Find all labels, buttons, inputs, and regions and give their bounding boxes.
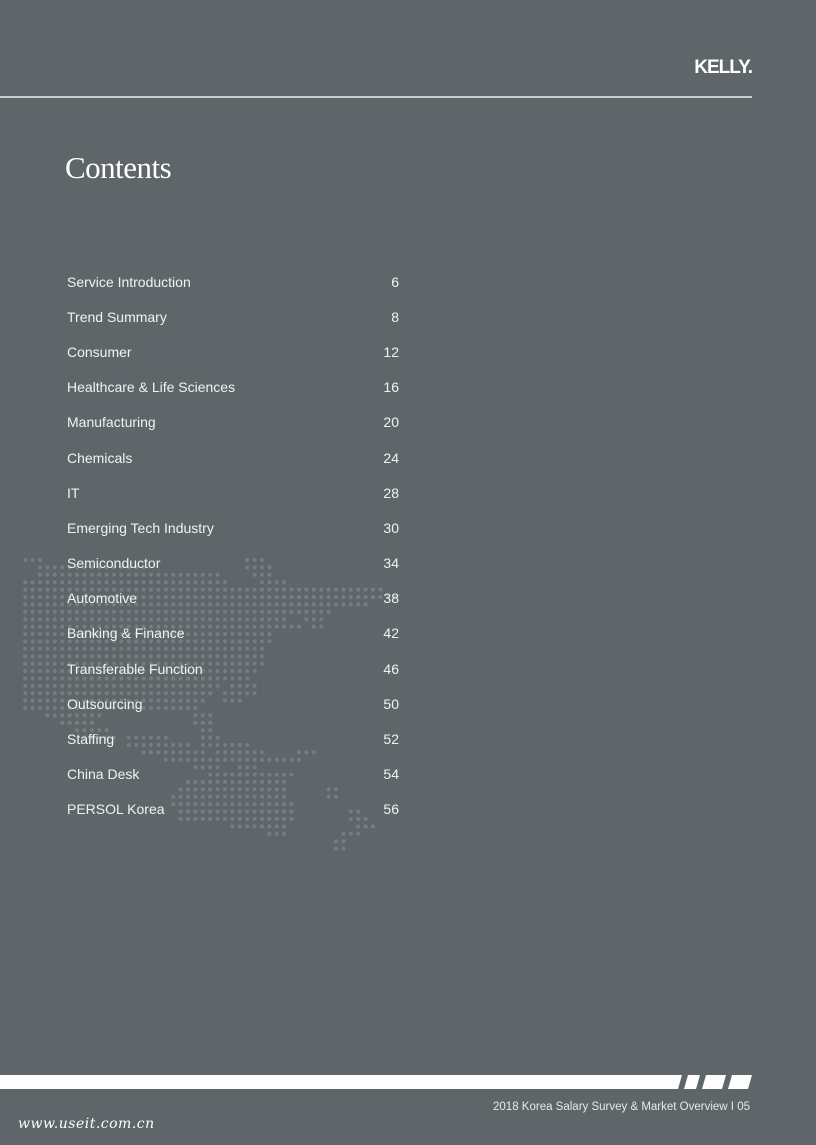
toc-entry-page: 6	[391, 273, 399, 290]
top-divider	[0, 96, 752, 98]
toc-entry-label: Trend Summary	[67, 308, 167, 325]
toc-entry-page: 34	[383, 555, 399, 572]
toc-entry[interactable]	[67, 334, 399, 369]
footer-title: 2018 Korea Salary Survey & Market Overview	[493, 1101, 728, 1113]
toc-entry-label: Consumer	[67, 343, 132, 360]
toc-entry[interactable]	[67, 651, 399, 686]
toc-entry-page: 20	[383, 414, 399, 431]
toc-entry-page: 38	[383, 590, 399, 607]
toc-entry[interactable]	[67, 792, 399, 827]
toc-entry-page: 54	[383, 766, 399, 783]
toc-entry-label: Banking & Finance	[67, 625, 185, 642]
kelly-logo: KELLY.	[694, 57, 752, 78]
footer-page-number: 05	[737, 1101, 750, 1113]
toc-entry-page: 42	[383, 625, 399, 642]
toc-entry[interactable]	[67, 264, 399, 299]
toc-entry[interactable]	[67, 370, 399, 405]
toc-entry-label: PERSOL Korea	[67, 801, 165, 818]
toc-entry-label: Emerging Tech Industry	[67, 519, 214, 536]
toc-entry[interactable]	[67, 440, 399, 475]
toc-entry-page: 52	[383, 731, 399, 748]
toc-entry[interactable]	[67, 757, 399, 792]
toc-entry-page: 16	[383, 379, 399, 396]
toc-entry-page: 28	[383, 484, 399, 501]
toc-entry-label: Semiconductor	[67, 555, 161, 572]
page-title: Contents	[65, 150, 172, 185]
watermark-text: www.useit.com.cn	[18, 1116, 155, 1132]
toc-entry[interactable]	[67, 475, 399, 510]
toc-entry-label: Staffing	[67, 731, 115, 748]
footer-caption	[493, 1101, 750, 1113]
toc-entry-label: Chemicals	[67, 449, 133, 466]
footer-separator: I	[730, 1101, 734, 1113]
toc-entry-label: IT	[67, 484, 80, 501]
toc-entry-label: Healthcare & Life Sciences	[67, 379, 236, 396]
toc-entry-page: 24	[383, 449, 399, 466]
toc-entry-label: China Desk	[67, 766, 140, 783]
toc-entry[interactable]	[67, 616, 399, 651]
toc-entry[interactable]	[67, 581, 399, 616]
toc-entry[interactable]	[67, 510, 399, 545]
toc-entry[interactable]	[67, 546, 399, 581]
footer-band	[0, 1075, 816, 1089]
table-of-contents	[67, 264, 399, 827]
toc-entry-label: Manufacturing	[67, 414, 156, 431]
toc-entry-page: 8	[391, 308, 399, 325]
toc-entry[interactable]	[67, 721, 399, 756]
toc-entry-page: 56	[383, 801, 399, 818]
toc-entry[interactable]	[67, 299, 399, 334]
toc-entry-label: Service Introduction	[67, 273, 191, 290]
toc-entry-page: 30	[383, 519, 399, 536]
toc-entry-page: 46	[383, 660, 399, 677]
toc-entry[interactable]	[67, 686, 399, 721]
toc-entry-label: Automotive	[67, 590, 138, 607]
toc-entry[interactable]	[67, 405, 399, 440]
toc-entry-page: 12	[383, 343, 399, 360]
toc-entry-page: 50	[383, 695, 399, 712]
toc-entry-label: Outsourcing	[67, 695, 143, 712]
toc-entry-label: Transferable Function	[67, 660, 203, 677]
